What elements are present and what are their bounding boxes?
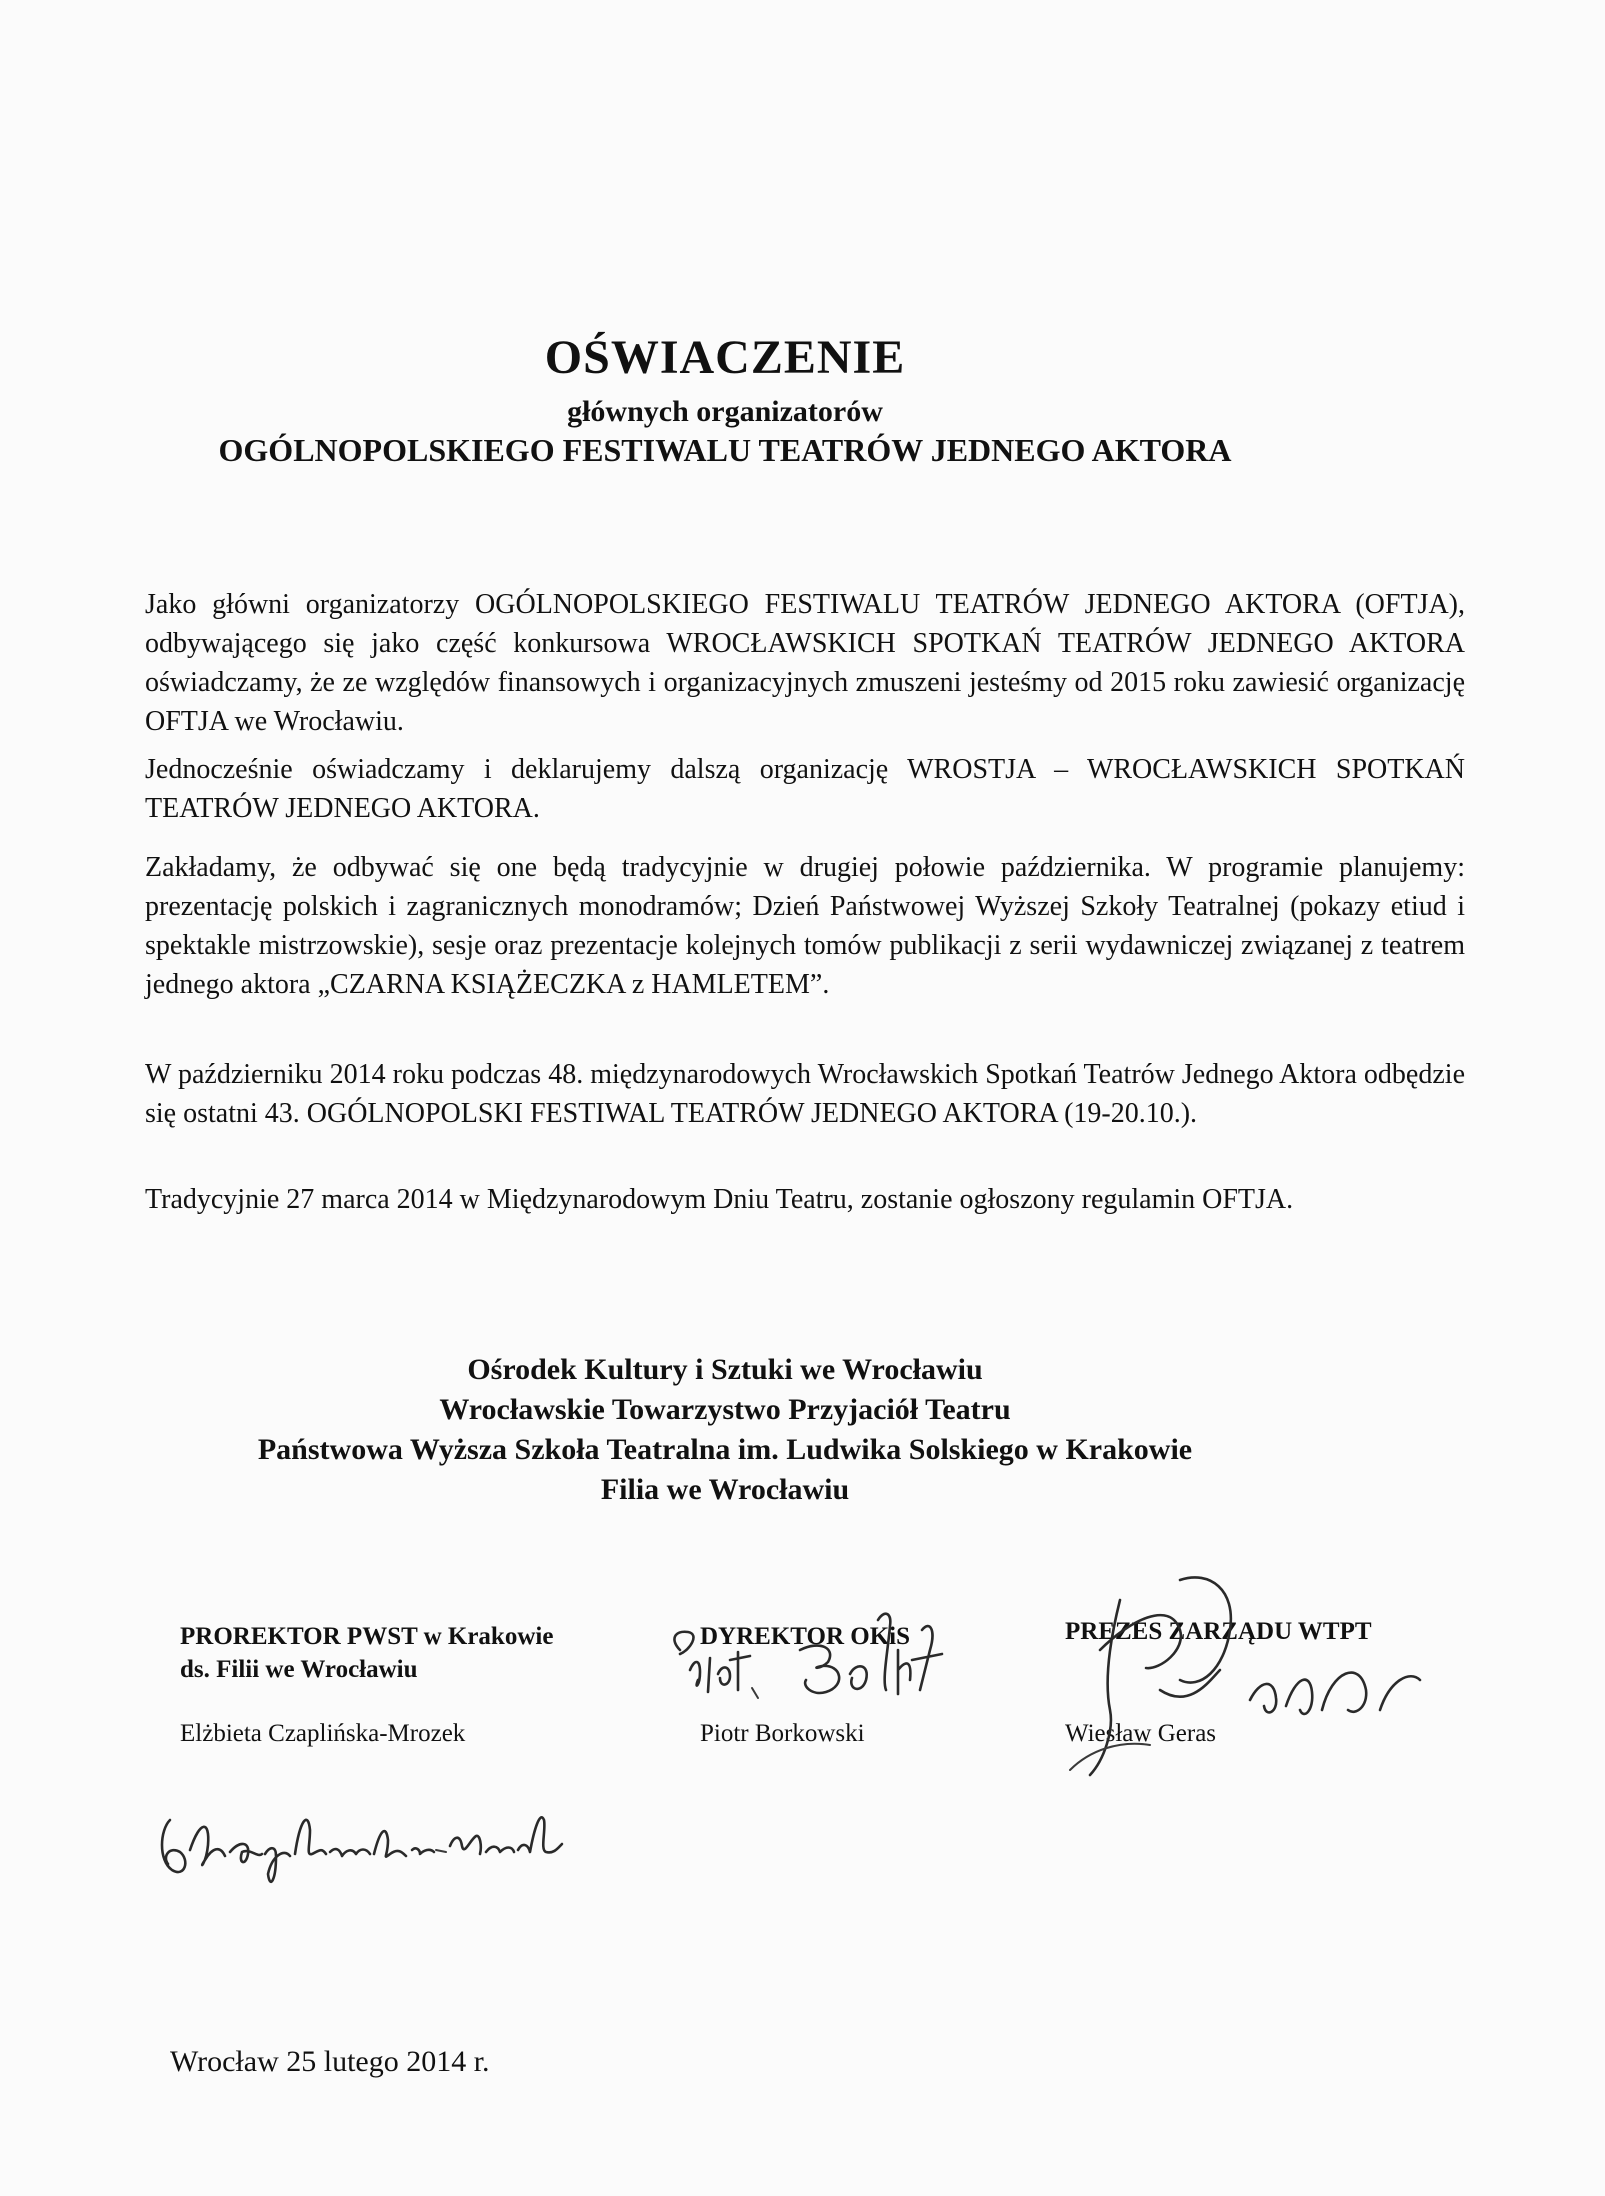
- organizer-wtpt: Wrocławskie Towarzystwo Przyjaciół Teatru: [439, 1393, 1011, 1426]
- signatory-1-title-line2: ds. Filii we Wrocławiu: [180, 1656, 418, 1683]
- signatory-3-name: Wiesław Geras: [1065, 1720, 1217, 1747]
- signatory-3-title-line1: PREZES ZARZĄDU WTPT: [1065, 1618, 1372, 1645]
- organizer-pwst: Państwowa Wyższa Szkoła Teatralna im. Ludwika Solskiego w Krakowie: [257, 1433, 1193, 1466]
- paragraph-continuation: Jednocześnie oświadczamy i deklarujemy dalszą organizację WROSTJA – WROCŁAWSKICH SPOTKAŃ TEATRÓW JEDNEGO AKTORA.: [145, 754, 1465, 824]
- signature-1-handwritten: [150, 1790, 590, 1900]
- festival-name-heading: OGÓLNOPOLSKIEGO FESTIWALU TEATRÓW JEDNEGO AKTORA: [218, 432, 1232, 468]
- paragraph-last-festival: W październiku 2014 roku podczas 48. międzynarodowych Wrocławskich Spotkań Teatrów Jednego Aktora odbędzie się ostatni 43. OGÓLNOPOLSKI FESTIWAL TEATRÓW JEDNEGO AKTORA (19-20.10.).: [145, 1059, 1465, 1129]
- signature-2-handwritten: [660, 1590, 990, 1720]
- signatory-1-title-line1: PROREKTOR PWST w Krakowie: [180, 1623, 554, 1650]
- signatory-1-title: [180, 1620, 553, 1686]
- signatory-2-title-line1: DYREKTOR OKiS: [700, 1623, 910, 1650]
- document-subtitle: głównych organizatorów: [567, 395, 883, 428]
- organizers-block: [0, 1350, 1450, 1510]
- paragraph-program: Zakładamy, że odbywać się one będą tradycyjnie w drugiej połowie października. W programie planujemy: prezentację polskich i zagranicznych monodramów; Dzień Państwowej Wyższej Szkoły Teatralnej (pokazy etiud i spektakle mistrzowskie), sesje oraz prezentacje kolejnych tomów publikacji z serii wydawniczej związanej z teatrem jednego aktora „CZARNA KSIĄŻECZKA z HAMLETEM”.: [145, 852, 1465, 1000]
- place-and-date: Wrocław 25 lutego 2014 r.: [170, 2045, 490, 2078]
- paragraph-regulations: Tradycyjnie 27 marca 2014 w Międzynarodowym Dniu Teatru, zostanie ogłoszony regulamin OFTJA.: [145, 1184, 1294, 1215]
- document-title: OŚWIACZENIE: [544, 331, 906, 384]
- signatory-1-name: Elżbieta Czaplińska-Mrozek: [180, 1720, 466, 1747]
- organizer-okis: Ośrodek Kultury i Sztuki we Wrocławiu: [467, 1353, 983, 1386]
- signature-3-handwritten: [1060, 1560, 1460, 1780]
- organizer-pwst-branch: Filia we Wrocławiu: [600, 1473, 850, 1506]
- paragraph-suspension: Jako główni organizatorzy OGÓLNOPOLSKIEGO FESTIWALU TEATRÓW JEDNEGO AKTORA (OFTJA), odbywającego się jako część konkursowa WROCŁAWSKICH SPOTKAŃ TEATRÓW JEDNEGO AKTORA oświadczamy, że ze względów finansowych i organizacyjnych zmuszeni jesteśmy od 2015 roku zawiesić organizację OFTJA we Wrocławiu.: [145, 589, 1465, 737]
- signatory-2-name: Piotr Borkowski: [700, 1720, 865, 1747]
